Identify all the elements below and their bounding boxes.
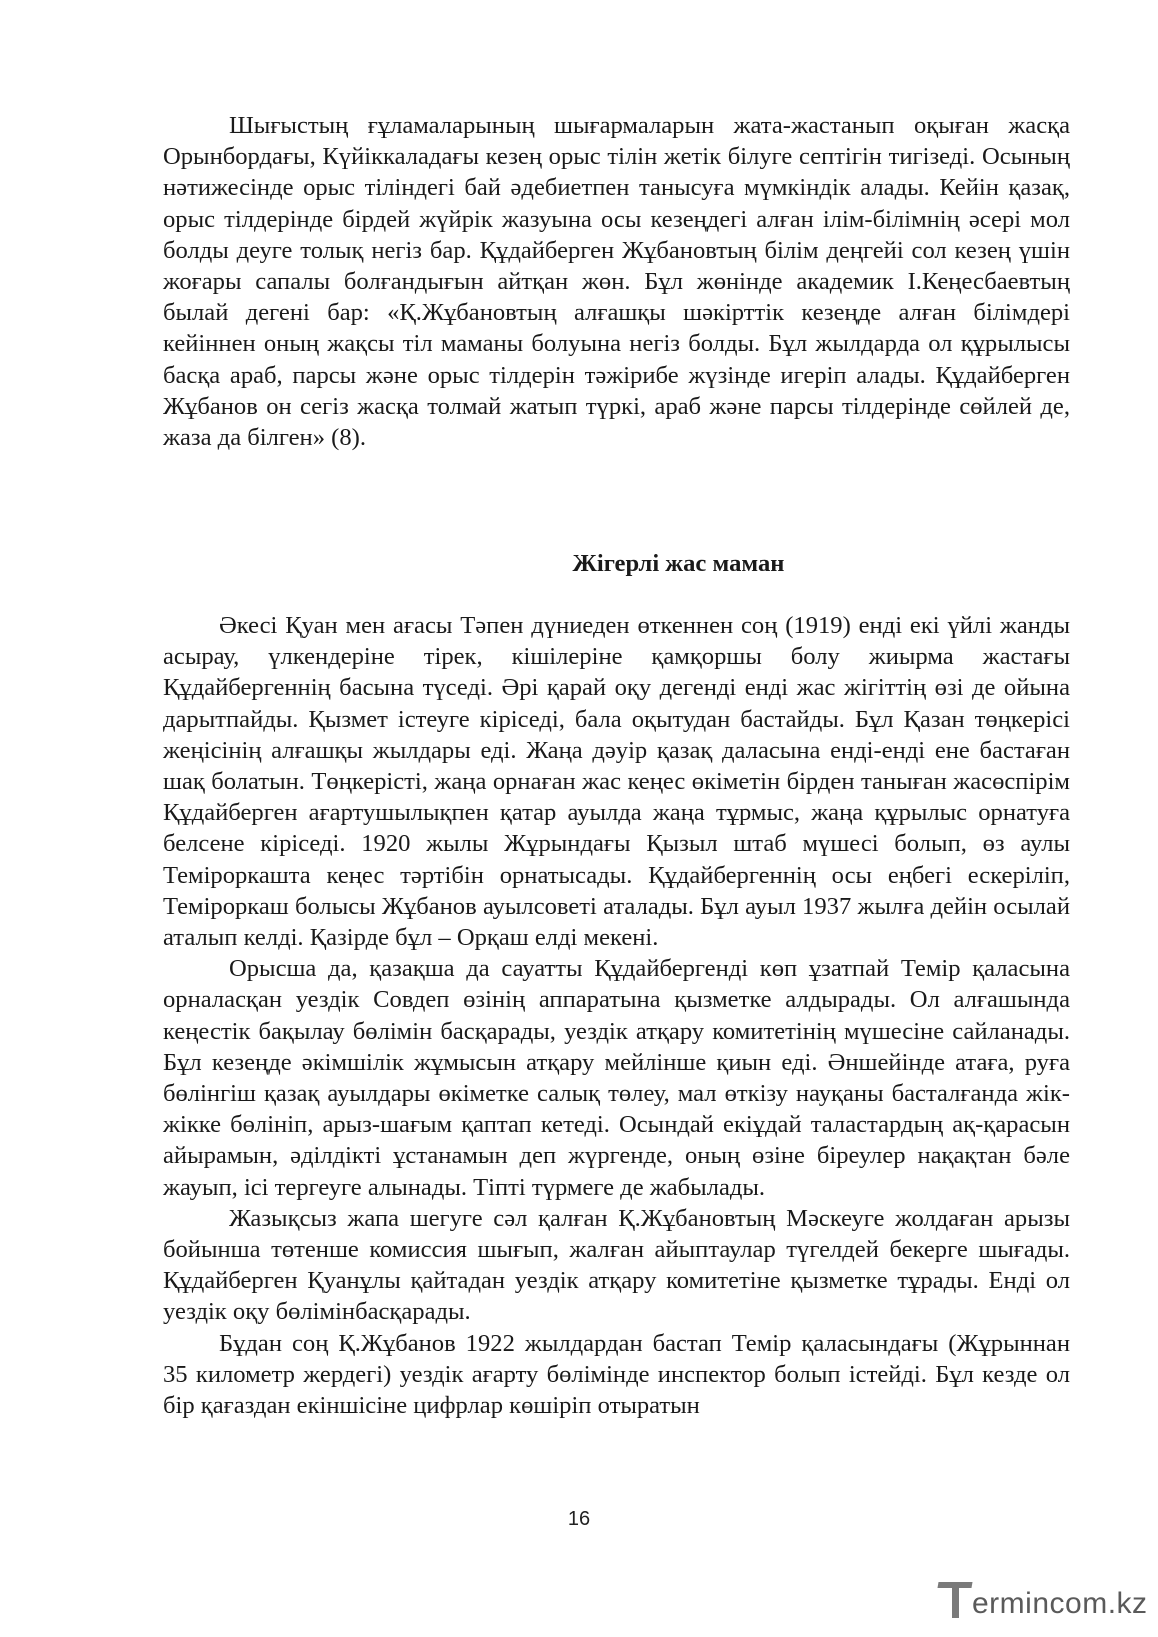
- section-body: [163, 610, 1070, 1421]
- paragraph: Әкесі Қуан мен ағасы Тәпен дүниеден өткеннен соң (1919) енді екі үйлі жанды асырау, үлкендеріне тірек, кішілеріне қамқоршы болу жиырма жастағы Құдайбергеннің басына түседі. Әрі қарай оқу дегенді енді жас жігіттің өзі де ойына дарытпайды. Қызмет істеуге кіріседі, бала оқытудан бастайды. Бұл Қазан төңкерісі жеңісінің алғашқы жылдары еді. Жаңа дәуір қазақ даласына енді-енді ене бастаған шақ болатын. Төңкерісті, жаңа орнаған жас кеңес өкіметін бірден таныған жасөспірім Құдайберген ағартушылықпен қатар ауылда жаңа тұрмыс, жаңа құрылыс орнатуға белсене кіріседі. 1920 жылы Жұрындағы Қызыл штаб мүшесі болып, өз аулы Теміроркашта кеңес тәртібін орнатысады. Құдайбергеннің осы еңбегі ескеріліп, Теміроркаш болысы Жұбанов ауылсоветі аталады. Бұл ауыл 1937 жылға дейін осылай аталып келді. Қазірде бұл – Орқаш елді мекені.: [163, 612, 1070, 952]
- site-watermark: [938, 1578, 1148, 1622]
- page-number: 16: [567, 1508, 591, 1530]
- section-heading: Жігерлі жас маман: [572, 550, 785, 577]
- intro-paragraph-block: [163, 110, 1070, 453]
- paragraph: Шығыстың ғұламаларының шығармаларын жата-жастанып оқыған жасқа Орынбордағы, Күйіккаладағы кезең орыс тілін жетік білуге септігін тигізеді. Осының нәтижесінде орыс тіліндегі бай әдебиетпен танысуға мүмкіндік алады. Кейін қазақ, орыс тілдерінде бірдей жүйрік жазуына осы кезеңдегі алған ілім-білімнің әсері мол болды деуге толық негіз бар. Құдайберген Жұбановтың білім деңгейі сол кезең үшін жоғары сапалы болғандығын айтқан жөн. Бұл жөнінде академик І.Кеңесбаевтың былай дегені бар: «Қ.Жұбановтың алғашқы шәкірттік кезеңде алған білімдері кейіннен оның жақсы тіл маманы болуына негіз болды. Бұл жылдарда ол құрылысы басқа араб, парсы және орыс тілдерін тәжірибе жүзінде игеріп алады. Құдайберген Жұбанов он сегіз жасқа толмай жатып түркі, араб және парсы тілдерінде сөйлей де, жаза да білген» (8).: [163, 112, 1070, 452]
- paragraph: Жазықсыз жапа шегуге сәл қалған Қ.Жұбановтың Мәскеуге жолдаған арызы бойынша төтенше комиссия шығып, жалған айыптаулар түгелдей бекерге шығады. Құдайберген Қуанұлы қайтадан уездік атқару комитетіне қызметке тұрады. Енді ол уездік оқу бөлімінбасқарады.: [163, 1204, 1070, 1326]
- paragraph: Орысша да, қазақша да сауатты Құдайбергенді көп ұзатпай Темір қаласына орналасқан уездік Совдеп өзінің аппаратына қызметке алдырады. Ол алғашында кеңестік бақылау бөлімін басқарады, уездік атқару комитетінің мүшесіне сайланады. Бұл кезеңде әкімшілік жұмысын атқару мейлінше қиын еді. Әншейінде атаға, руға бөлінгіш қазақ ауылдары өкіметке салық төлеу, мал өткізу науқаны басталғанда жік-жікке бөлініп, арыз-шағым қаптап кетеді. Осындай екіұдай таластардың ақ-қарасын айырамын, әділдікті ұстанамын деп жүргенде, оның өзіне біреулер нақақтан бәле жауып, ісі тергеуге алынады. Тіпті түрмеге де жабылады.: [163, 955, 1070, 1201]
- terminco-t-logo-icon: [938, 1578, 974, 1622]
- paragraph: Бұдан соң Қ.Жұбанов 1922 жылдардан бастап Темір қаласындағы (Жұрыннан 35 километр жердегі) уездік ағарту бөлімінде инспектор болып істейді. Бұл кезде ол бір қағаздан екіншісіне цифрлар көшіріп отыратын: [163, 1329, 1070, 1420]
- watermark-text: ermincom.kz: [972, 1587, 1148, 1620]
